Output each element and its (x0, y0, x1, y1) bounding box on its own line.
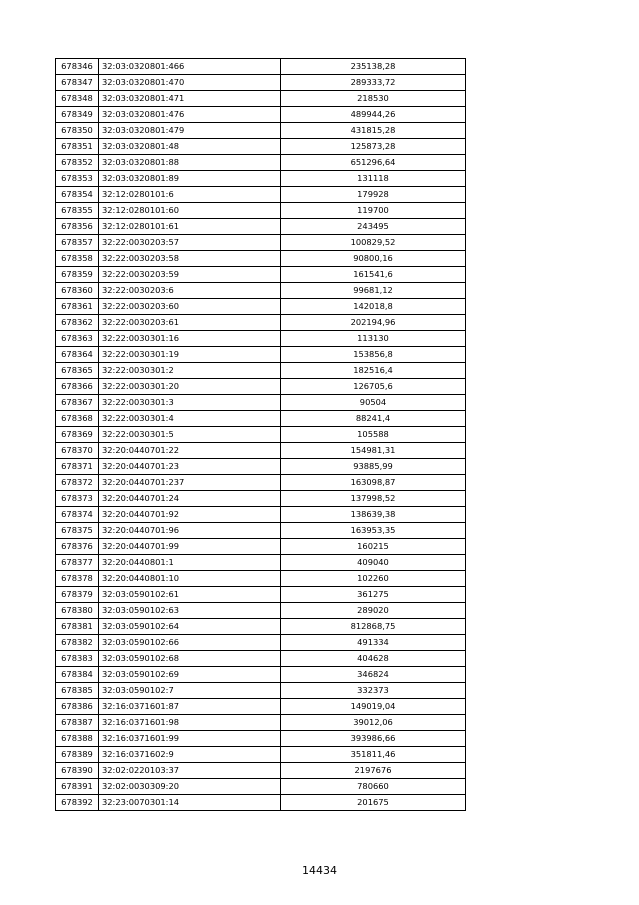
table-row (56, 635, 466, 651)
value-cell: 126705,6 (281, 379, 466, 395)
table-row (56, 507, 466, 523)
row-id-cell: 678368 (56, 411, 99, 427)
cadastral-number-cell: 32:22:0030203:60 (99, 299, 281, 315)
cadastral-number-cell: 32:22:0030203:57 (99, 235, 281, 251)
table-row (56, 795, 466, 811)
table-row (56, 107, 466, 123)
value-cell: 431815,28 (281, 123, 466, 139)
value-cell: 404628 (281, 651, 466, 667)
page-number: 14434 (302, 864, 337, 877)
row-id-cell: 678362 (56, 315, 99, 331)
value-cell: 161541,6 (281, 267, 466, 283)
cadastral-number-cell: 32:22:0030203:6 (99, 283, 281, 299)
value-cell: 218530 (281, 91, 466, 107)
cadastral-number-cell: 32:22:0030301:20 (99, 379, 281, 395)
cadastral-number-cell: 32:03:0590102:7 (99, 683, 281, 699)
table-row (56, 139, 466, 155)
row-id-cell: 678350 (56, 123, 99, 139)
table-row (56, 555, 466, 571)
value-cell: 651296,64 (281, 155, 466, 171)
table-row (56, 683, 466, 699)
row-id-cell: 678391 (56, 779, 99, 795)
value-cell: 160215 (281, 539, 466, 555)
value-cell: 489944,26 (281, 107, 466, 123)
value-cell: 90504 (281, 395, 466, 411)
value-cell: 351811,46 (281, 747, 466, 763)
table-row (56, 475, 466, 491)
row-id-cell: 678365 (56, 363, 99, 379)
table-row (56, 587, 466, 603)
cadastral-number-cell: 32:03:0590102:63 (99, 603, 281, 619)
value-cell: 202194,96 (281, 315, 466, 331)
value-cell: 780660 (281, 779, 466, 795)
table-row (56, 459, 466, 475)
cadastral-number-cell: 32:03:0590102:69 (99, 667, 281, 683)
table-row (56, 363, 466, 379)
row-id-cell: 678348 (56, 91, 99, 107)
table-row (56, 603, 466, 619)
cadastral-number-cell: 32:03:0320801:470 (99, 75, 281, 91)
cadastral-number-cell: 32:03:0590102:68 (99, 651, 281, 667)
cadastral-number-cell: 32:22:0030203:61 (99, 315, 281, 331)
data-table (55, 58, 466, 811)
value-cell: 163098,87 (281, 475, 466, 491)
cadastral-number-cell: 32:12:0280101:61 (99, 219, 281, 235)
value-cell: 812868,75 (281, 619, 466, 635)
cadastral-number-cell: 32:22:0030301:3 (99, 395, 281, 411)
cadastral-number-cell: 32:20:0440701:22 (99, 443, 281, 459)
cadastral-number-cell: 32:22:0030301:19 (99, 347, 281, 363)
cadastral-number-cell: 32:22:0030203:59 (99, 267, 281, 283)
row-id-cell: 678377 (56, 555, 99, 571)
value-cell: 138639,38 (281, 507, 466, 523)
row-id-cell: 678381 (56, 619, 99, 635)
value-cell: 100829,52 (281, 235, 466, 251)
table-row (56, 427, 466, 443)
table-row (56, 283, 466, 299)
value-cell: 149019,04 (281, 699, 466, 715)
cadastral-number-cell: 32:22:0030301:5 (99, 427, 281, 443)
table-row (56, 395, 466, 411)
table-row (56, 187, 466, 203)
value-cell: 289333,72 (281, 75, 466, 91)
value-cell: 182516,4 (281, 363, 466, 379)
value-cell: 93885,99 (281, 459, 466, 475)
value-cell: 163953,35 (281, 523, 466, 539)
row-id-cell: 678384 (56, 667, 99, 683)
row-id-cell: 678369 (56, 427, 99, 443)
row-id-cell: 678363 (56, 331, 99, 347)
table-row (56, 651, 466, 667)
cadastral-number-cell: 32:02:0030309:20 (99, 779, 281, 795)
row-id-cell: 678356 (56, 219, 99, 235)
cadastral-number-cell: 32:20:0440701:92 (99, 507, 281, 523)
table-row (56, 331, 466, 347)
cadastral-number-cell: 32:03:0320801:476 (99, 107, 281, 123)
row-id-cell: 678370 (56, 443, 99, 459)
cadastral-number-cell: 32:03:0320801:479 (99, 123, 281, 139)
cadastral-number-cell: 32:03:0590102:64 (99, 619, 281, 635)
table-row (56, 235, 466, 251)
table-row (56, 523, 466, 539)
cadastral-number-cell: 32:22:0030203:58 (99, 251, 281, 267)
cadastral-number-cell: 32:20:0440701:96 (99, 523, 281, 539)
value-cell: 39012,06 (281, 715, 466, 731)
value-cell: 119700 (281, 203, 466, 219)
cadastral-number-cell: 32:03:0320801:471 (99, 91, 281, 107)
cadastral-number-cell: 32:02:0220103:37 (99, 763, 281, 779)
row-id-cell: 678387 (56, 715, 99, 731)
value-cell: 393986,66 (281, 731, 466, 747)
cadastral-number-cell: 32:20:0440801:10 (99, 571, 281, 587)
cadastral-number-cell: 32:16:0371601:98 (99, 715, 281, 731)
table-row (56, 123, 466, 139)
value-cell: 113130 (281, 331, 466, 347)
table-row (56, 59, 466, 75)
cadastral-number-cell: 32:16:0371601:99 (99, 731, 281, 747)
cadastral-number-cell: 32:03:0590102:61 (99, 587, 281, 603)
table-row (56, 539, 466, 555)
table-row (56, 619, 466, 635)
row-id-cell: 678386 (56, 699, 99, 715)
value-cell: 137998,52 (281, 491, 466, 507)
table-row (56, 171, 466, 187)
cadastral-number-cell: 32:03:0320801:48 (99, 139, 281, 155)
value-cell: 491334 (281, 635, 466, 651)
row-id-cell: 678359 (56, 267, 99, 283)
table-row (56, 155, 466, 171)
table-row (56, 411, 466, 427)
cadastral-number-cell: 32:22:0030301:2 (99, 363, 281, 379)
row-id-cell: 678357 (56, 235, 99, 251)
row-id-cell: 678360 (56, 283, 99, 299)
row-id-cell: 678375 (56, 523, 99, 539)
row-id-cell: 678367 (56, 395, 99, 411)
value-cell: 90800,16 (281, 251, 466, 267)
cadastral-number-cell: 32:20:0440701:23 (99, 459, 281, 475)
row-id-cell: 678361 (56, 299, 99, 315)
row-id-cell: 678353 (56, 171, 99, 187)
value-cell: 243495 (281, 219, 466, 235)
value-cell: 88241,4 (281, 411, 466, 427)
cadastral-number-cell: 32:03:0590102:66 (99, 635, 281, 651)
cadastral-number-cell: 32:20:0440701:237 (99, 475, 281, 491)
row-id-cell: 678373 (56, 491, 99, 507)
table-body (56, 59, 466, 811)
row-id-cell: 678388 (56, 731, 99, 747)
value-cell: 125873,28 (281, 139, 466, 155)
row-id-cell: 678351 (56, 139, 99, 155)
table-row (56, 763, 466, 779)
table-row (56, 731, 466, 747)
row-id-cell: 678392 (56, 795, 99, 811)
value-cell: 201675 (281, 795, 466, 811)
table-row (56, 379, 466, 395)
row-id-cell: 678347 (56, 75, 99, 91)
cadastral-number-cell: 32:20:0440701:99 (99, 539, 281, 555)
value-cell: 142018,8 (281, 299, 466, 315)
cadastral-number-cell: 32:16:0371601:87 (99, 699, 281, 715)
value-cell: 131118 (281, 171, 466, 187)
value-cell: 179928 (281, 187, 466, 203)
cadastral-number-cell: 32:20:0440701:24 (99, 491, 281, 507)
row-id-cell: 678352 (56, 155, 99, 171)
table-row (56, 219, 466, 235)
row-id-cell: 678346 (56, 59, 99, 75)
cadastral-number-cell: 32:20:0440801:1 (99, 555, 281, 571)
cadastral-number-cell: 32:03:0320801:466 (99, 59, 281, 75)
row-id-cell: 678378 (56, 571, 99, 587)
table-row (56, 747, 466, 763)
cadastral-number-cell: 32:12:0280101:60 (99, 203, 281, 219)
table-row (56, 491, 466, 507)
value-cell: 105588 (281, 427, 466, 443)
value-cell: 289020 (281, 603, 466, 619)
row-id-cell: 678372 (56, 475, 99, 491)
cadastral-number-cell: 32:16:0371602:9 (99, 747, 281, 763)
table-row (56, 779, 466, 795)
table-row (56, 267, 466, 283)
table-row (56, 315, 466, 331)
row-id-cell: 678380 (56, 603, 99, 619)
value-cell: 99681,12 (281, 283, 466, 299)
row-id-cell: 678349 (56, 107, 99, 123)
row-id-cell: 678358 (56, 251, 99, 267)
cadastral-number-cell: 32:22:0030301:16 (99, 331, 281, 347)
table-row (56, 299, 466, 315)
row-id-cell: 678366 (56, 379, 99, 395)
value-cell: 2197676 (281, 763, 466, 779)
row-id-cell: 678389 (56, 747, 99, 763)
row-id-cell: 678364 (56, 347, 99, 363)
row-id-cell: 678385 (56, 683, 99, 699)
row-id-cell: 678382 (56, 635, 99, 651)
row-id-cell: 678371 (56, 459, 99, 475)
cadastral-number-cell: 32:22:0030301:4 (99, 411, 281, 427)
row-id-cell: 678355 (56, 203, 99, 219)
table-row (56, 667, 466, 683)
table-row (56, 91, 466, 107)
table-row (56, 443, 466, 459)
value-cell: 235138,28 (281, 59, 466, 75)
value-cell: 346824 (281, 667, 466, 683)
cadastral-number-cell: 32:03:0320801:89 (99, 171, 281, 187)
value-cell: 102260 (281, 571, 466, 587)
value-cell: 332373 (281, 683, 466, 699)
table-row (56, 571, 466, 587)
row-id-cell: 678390 (56, 763, 99, 779)
value-cell: 153856,8 (281, 347, 466, 363)
row-id-cell: 678354 (56, 187, 99, 203)
cadastral-number-cell: 32:03:0320801:88 (99, 155, 281, 171)
row-id-cell: 678374 (56, 507, 99, 523)
value-cell: 361275 (281, 587, 466, 603)
table-row (56, 75, 466, 91)
table-row (56, 203, 466, 219)
table-row (56, 715, 466, 731)
table-row (56, 251, 466, 267)
row-id-cell: 678383 (56, 651, 99, 667)
value-cell: 154981,31 (281, 443, 466, 459)
cadastral-number-cell: 32:23:0070301:14 (99, 795, 281, 811)
table-row (56, 347, 466, 363)
row-id-cell: 678376 (56, 539, 99, 555)
value-cell: 409040 (281, 555, 466, 571)
cadastral-number-cell: 32:12:0280101:6 (99, 187, 281, 203)
table-row (56, 699, 466, 715)
row-id-cell: 678379 (56, 587, 99, 603)
